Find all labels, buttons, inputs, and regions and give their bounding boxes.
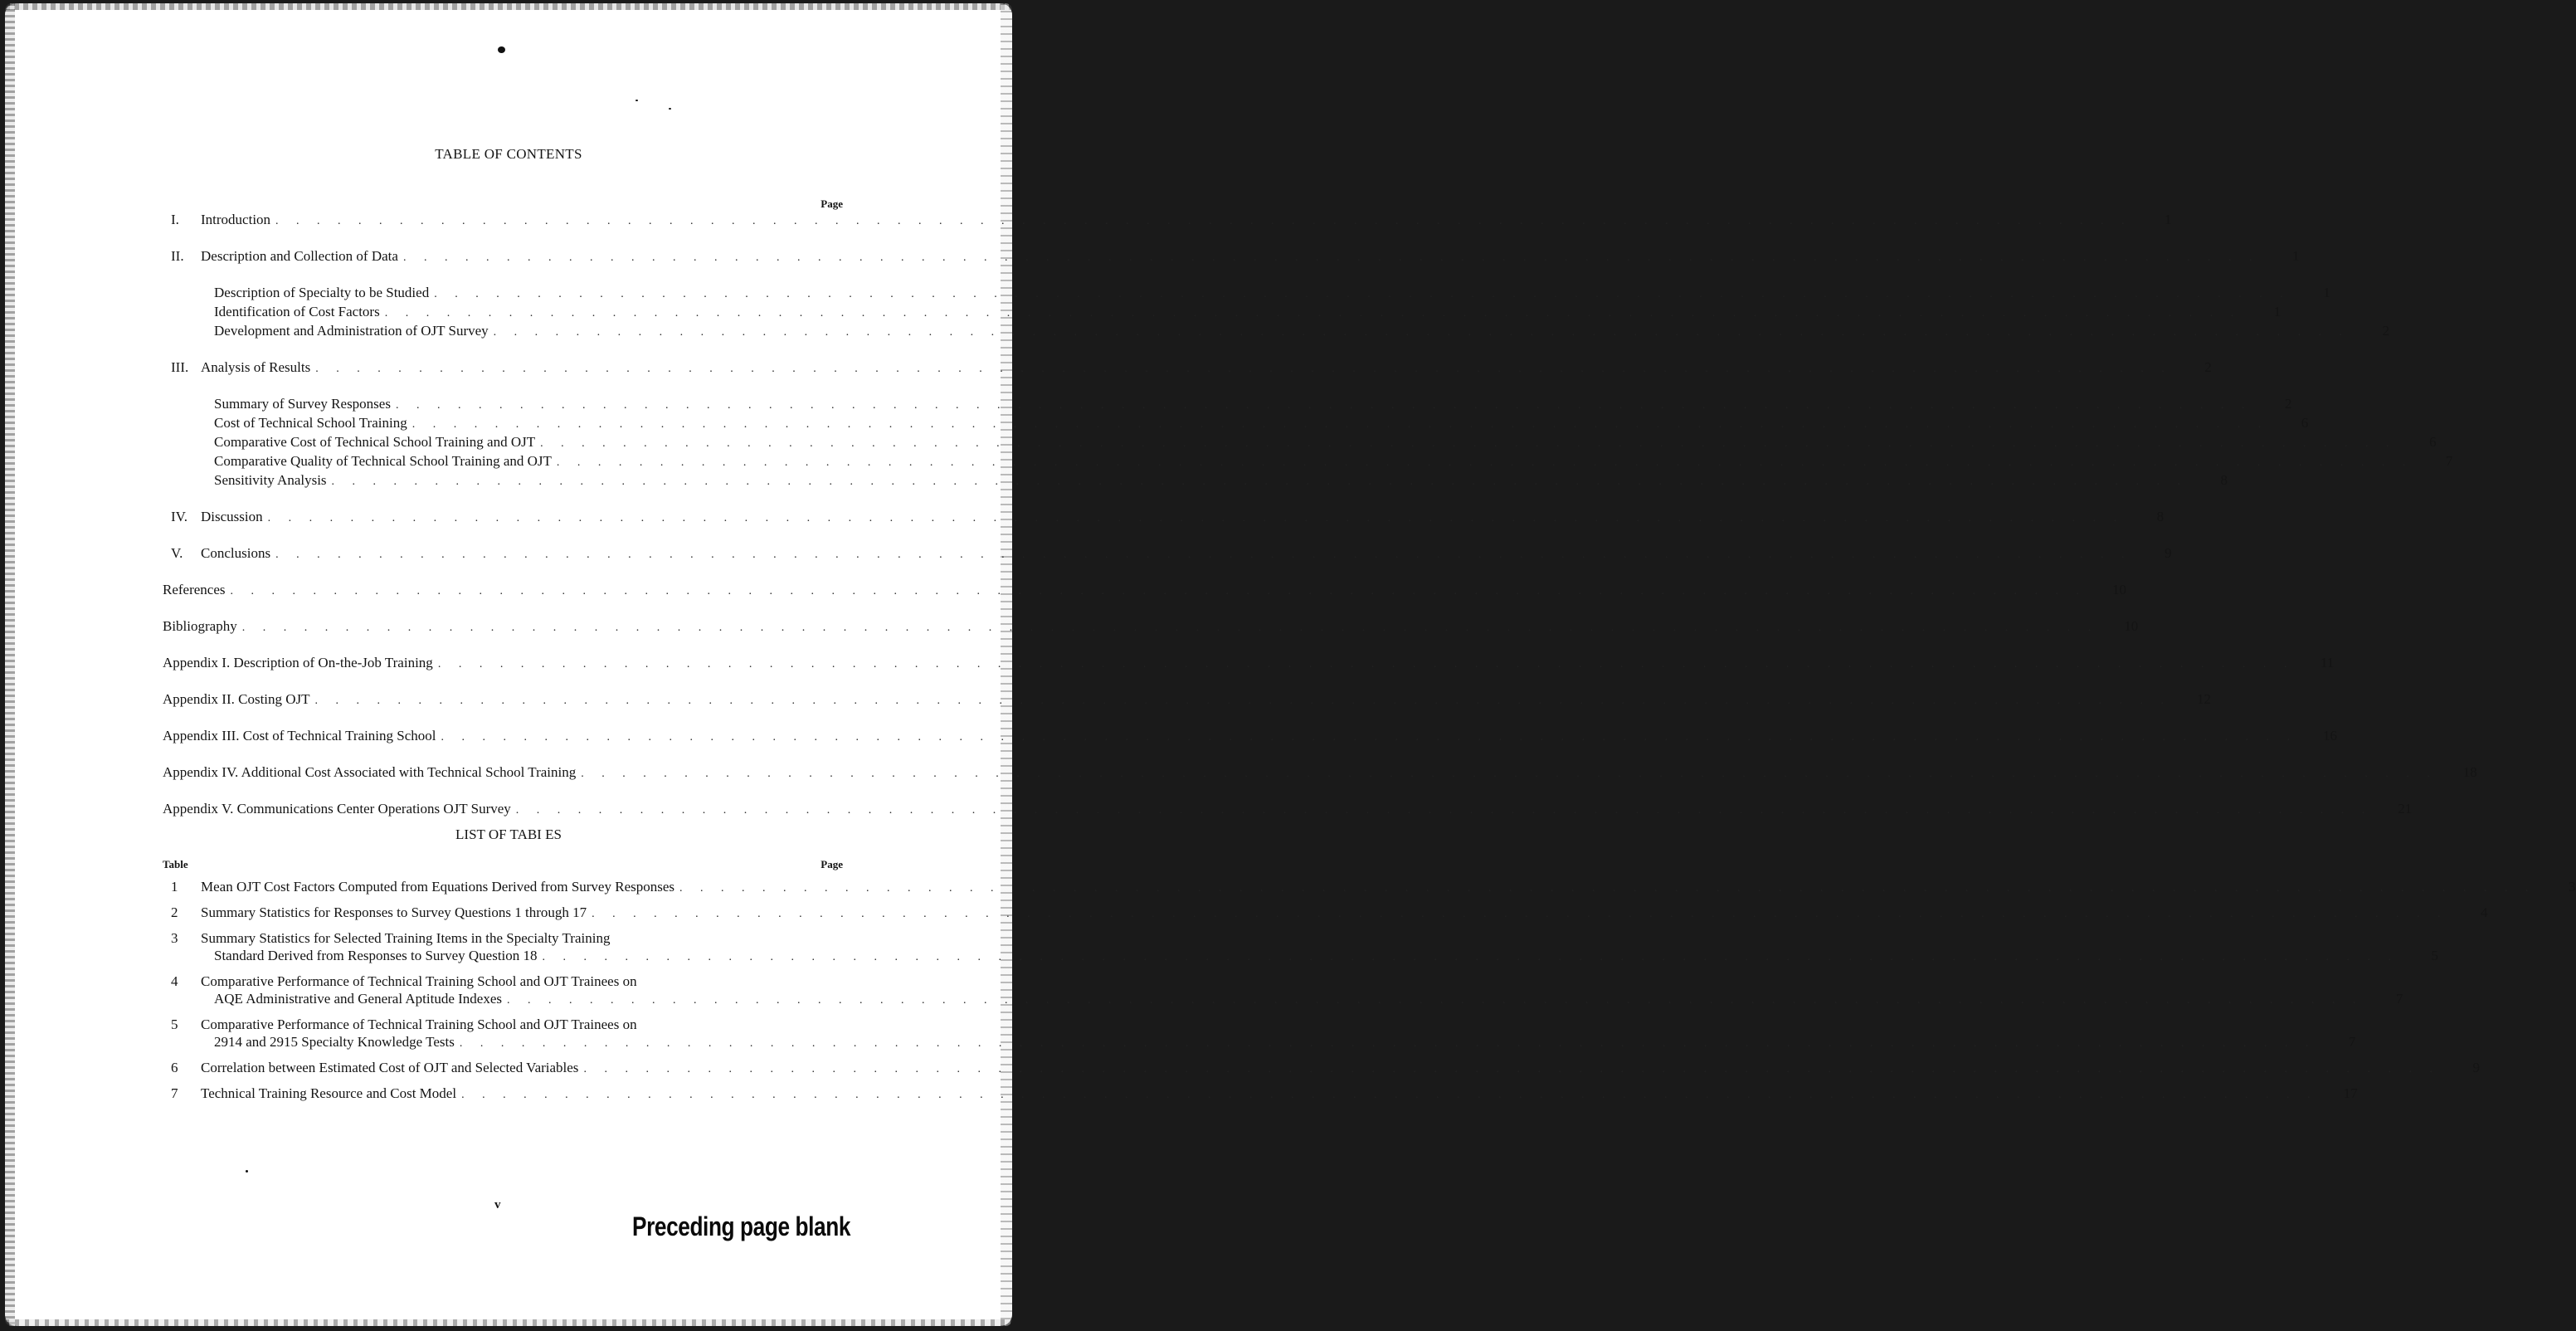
toc-entry-label: References: [163, 582, 226, 597]
toc-spacer: [163, 378, 843, 395]
toc-entry-label: Appendix II. Costing OJT: [163, 691, 310, 707]
table-entry-number: 4: [171, 973, 178, 989]
toc-entry-label: Discussion: [201, 509, 263, 524]
dot-leader: . . . . . . . . . . . . . . . . . . . . . . . . . . . . . . . . . . . . . . . . . . . . . . . . . . . . . . . . . . . . . . . . . . . . . . . . . . . . . . . . . . . . . . . . . .: [331, 475, 2189, 488]
table-entry-body: [201, 904, 2488, 923]
table-entry: [163, 1085, 2358, 1104]
toc-spacer: [163, 230, 843, 247]
table-entry-number: 1: [171, 879, 178, 895]
toc-entry: [163, 358, 2212, 378]
toc-entry-page: 1: [2323, 285, 2330, 300]
table-entry-line: [201, 1085, 2358, 1104]
toc-entry: [163, 211, 2172, 230]
toc-entry: [163, 284, 2330, 303]
toc-entry: [163, 727, 2337, 746]
dot-leader: . . . . . . . . . . . . . . . . . . . . . . . . . . . . . . . . . . . . . . . . . . . . . . . . . . . . . . . . . . . . . . . . . . . . . . . . . . . . . . . . . . . . . . . . . .: [542, 951, 2399, 963]
table-entry-page: 7: [2348, 1034, 2356, 1050]
toc-entry-label: Comparative Cost of Technical School Training and OJT: [214, 434, 536, 450]
toc-entry: [163, 690, 2212, 709]
page-column-header: Page: [821, 197, 843, 210]
table-entry-label: Comparative Performance of Technical Training School and OJT Trainees on: [201, 1017, 637, 1032]
toc-spacer: [163, 527, 843, 544]
toc-spacer: [163, 746, 843, 763]
table-entry: [163, 1016, 2356, 1052]
toc-entry-page: 18: [2462, 764, 2477, 780]
toc-list: [163, 197, 2477, 819]
dot-leader: . . . . . . . . . . . . . . . . . . . . . . . . . . . . . . . . . . . . . . . . . . . . . . . . . . . . . . . . . . . . . . . . . . . . . . . . . . . . . . . . . . . . . . . . . .: [583, 1063, 2440, 1075]
table-entry-line: [201, 1016, 2355, 1033]
table-entry-body: [201, 973, 2403, 1009]
table-entry-number: 6: [171, 1060, 178, 1075]
table-entry-line: [201, 947, 2438, 966]
toc-entry-page: 9: [2165, 545, 2172, 561]
dot-leader: . . . . . . . . . . . . . . . . . . . . . . . . . . . . . . . . . . . . . . . . . . . . . . . . . . . . . . . . . . . . . . . . . . . . . . . . . . . . . . . . . . . . . . . . . .: [395, 399, 2252, 412]
table-entry-number: 2: [171, 904, 178, 920]
toc-spacer: [163, 783, 843, 800]
table-column-header: Table: [163, 858, 188, 870]
table-entry-body: [201, 929, 2438, 966]
table-entry: [163, 973, 2403, 1009]
toc-entry-page: 16: [2323, 728, 2337, 744]
toc-entry-page: 10: [2124, 618, 2139, 634]
table-entry-label: Correlation between Estimated Cost of OJT and Selected Variables: [201, 1060, 579, 1075]
toc-entry-page: 10: [2112, 582, 2127, 597]
toc-entry-label: Sensitivity Analysis: [214, 472, 327, 488]
table-entry-label: Standard Derived from Responses to Survey Question 18: [214, 948, 538, 963]
toc-entry: [163, 508, 2165, 527]
toc-entry-label: Comparative Quality of Technical School Training and OJT: [214, 453, 552, 469]
toc-entry-label: Development and Administration of OJT Survey: [214, 323, 489, 339]
toc-entry-page: 6: [2301, 415, 2309, 431]
dot-leader: . . . . . . . . . . . . . . . . . . . . . . . . . . . . . . . . . . . . . . . . . . . . . . . . . . . . . . . . . . . . . . . . . . . . . . . . . . . . . . . . . . . . . . . . . .: [384, 307, 2242, 319]
dot-leader: . . . . . . . . . . . . . . . . . . . . . . . . . . . . . . . . . . . . . . . . . . . . . . . . . . . . . . . . . . . . . . . . . . . . . . . . . . . . . . . . . . . . . . . . . .: [275, 548, 2132, 561]
dot-leader: . . . . . . . . . . . . . . . . . . . . . . . . . . . . . . . . . . . . . . . . . . . . . . . . . . . . . . . . . . . . . . . . . . . . . . . . . . . . . . . . . . . . . . . . . .: [315, 363, 2172, 375]
table-entry-label: Comparative Performance of Technical Training School and OJT Trainees on: [201, 973, 637, 989]
scan-edge-top: [5, 3, 1012, 10]
table-entry-body: [201, 1059, 2480, 1078]
toc-entry-page: 7: [2445, 453, 2453, 469]
table-entry: [163, 878, 2576, 897]
tables-header: [163, 858, 843, 871]
toc-entry: [163, 654, 2335, 673]
dot-leader: . . . . . . . . . . . . . . . . . . . . . . . . . . . . . . . . . . . . . . . . . . . . . . . . . . . . . . . . . . . . . . . . . . . . . . . . . . . . . . . . . . . . . . . . . .: [679, 882, 2536, 895]
toc-entry: [163, 581, 2127, 600]
toc-entry-page: 2: [2382, 323, 2390, 339]
toc-spacer: [163, 266, 843, 284]
scan-edge-bottom: [5, 1319, 1012, 1326]
toc-entry-number: II.: [171, 248, 184, 264]
toc-entry: [163, 322, 2390, 341]
table-entry-label: Summary Statistics for Selected Training Items in the Specialty Training: [201, 930, 611, 946]
dot-leader: . . . . . . . . . . . . . . . . . . . . . . . . . . . . . . . . . . . . . . . . . . . . . . . . . . . . . . . . . . . . . . . . . . . . . . . . . . . . . . . . . . . . . . . . . .: [493, 326, 2350, 339]
toc-entry-page: 11: [2320, 655, 2335, 670]
toc-entry: [163, 414, 2309, 433]
toc-entry-label: Appendix I. Description of On-the-Job Training: [163, 655, 433, 670]
toc-entry: [163, 471, 2228, 490]
dot-leader: . . . . . . . . . . . . . . . . . . . . . . . . . . . . . . . . . . . . . . . . . . . . . . . . . . . . . . . . . . . . . . . . . . . . . . . . . . . . . . . . . . . . . . . . . .: [556, 456, 2413, 469]
toc-entry-page: 8: [2156, 509, 2165, 524]
toc-entry: [163, 617, 2139, 636]
table-entry-line: [201, 990, 2403, 1009]
toc-entry-label: Appendix III. Cost of Technical Training School: [163, 728, 436, 744]
dot-leader: . . . . . . . . . . . . . . . . . . . . . . . . . . . . . . . . . . . . . . . . . . . . . . . . . . . . . . . . . . . . . . . . . . . . . . . . . . . . . . . . . . . . . . . . . .: [241, 622, 2099, 634]
toc-entry: [163, 800, 2413, 819]
dot-leader: . . . . . . . . . . . . . . . . . . . . . . . . . . . . . . . . . . . . . . . . . . . . . . . . . . . . . . . . . . . . . . . . . . . . . . . . . . . . . . . . . . . . . . . . . .: [461, 1089, 2318, 1101]
toc-entry-label: Conclusions: [201, 545, 271, 561]
scan-speck: [498, 46, 505, 53]
table-entry: [163, 1059, 2480, 1078]
table-entry-page: 9: [2472, 1060, 2480, 1075]
table-entry-body: [201, 878, 2576, 897]
toc-entry-page: 6: [2429, 434, 2437, 450]
toc-entry-number: III.: [171, 359, 189, 375]
list-of-tables-title: LIST OF TABI ES: [455, 826, 562, 842]
toc-entry-page: 2: [2284, 396, 2292, 412]
toc-entry-label: Appendix V. Communications Center Operations OJT Survey: [163, 801, 511, 817]
table-entry-label: Mean OJT Cost Factors Computed from Equations Derived from Survey Responses: [201, 879, 675, 895]
toc-entry-number: I.: [171, 212, 179, 227]
table-entry-page: 5: [2431, 948, 2439, 963]
toc-entry-page: 2: [2204, 359, 2212, 375]
table-entry-line: [201, 1033, 2355, 1052]
dot-leader: . . . . . . . . . . . . . . . . . . . . . . . . . . . . . . . . . . . . . . . . . . . . . . . . . . . . . . . . . . . . . . . . . . . . . . . . . . . . . . . . . . . . . . . . . .: [441, 731, 2297, 744]
toc-spacer: [163, 490, 843, 508]
table-entry-label: Technical Training Resource and Cost Model: [201, 1085, 457, 1101]
dot-leader: . . . . . . . . . . . . . . . . . . . . . . . . . . . . . . . . . . . . . . . . . . . . . . . . . . . . . . . . . . . . . . . . . . . . . . . . . . . . . . . . . . . . . . . . . .: [275, 215, 2132, 227]
toc-entry: [163, 544, 2172, 563]
table-entry: [163, 904, 2488, 923]
table-entry-body: [201, 1016, 2355, 1052]
table-entry-page: 4: [2481, 904, 2488, 920]
toc-spacer: [163, 341, 843, 358]
toc-spacer: [163, 673, 843, 690]
dot-leader: . . . . . . . . . . . . . . . . . . . . . . . . . . . . . . . . . . . . . . . . . . . . . . . . . . . . . . . . . . . . . . . . . . . . . . . . . . . . . . . . . . . . . . . . . .: [437, 658, 2295, 670]
table-entry-label: Summary Statistics for Responses to Survey Questions 1 through 17: [201, 904, 587, 920]
dot-leader: . . . . . . . . . . . . . . . . . . . . . . . . . . . . . . . . . . . . . . . . . . . . . . . . . . . . . . . . . . . . . . . . . . . . . . . . . . . . . . . . . . . . . . . . . .: [592, 908, 2448, 920]
scan-speck: [635, 100, 638, 101]
table-entry-page: 17: [2343, 1085, 2358, 1101]
toc-entry-label: Introduction: [201, 212, 271, 227]
table-entry-label: 2914 and 2915 Specialty Knowledge Tests: [214, 1034, 455, 1050]
table-entry-label: AQE Administrative and General Aptitude Indexes: [214, 991, 502, 1007]
toc-entry: [163, 763, 2477, 783]
toc-entry: [163, 303, 2281, 322]
table-entry-number: 7: [171, 1085, 178, 1101]
dot-leader: . . . . . . . . . . . . . . . . . . . . . . . . . . . . . . . . . . . . . . . . . . . . . . . . . . . . . . . . . . . . . . . . . . . . . . . . . . . . . . . . . . . . . . . . . .: [515, 804, 2373, 817]
table-entry-number: 5: [171, 1017, 178, 1032]
dot-leader: . . . . . . . . . . . . . . . . . . . . . . . . . . . . . . . . . . . . . . . . . . . . . . . . . . . . . . . . . . . . . . . . . . . . . . . . . . . . . . . . . . . . . . . . . .: [411, 418, 2269, 431]
toc-entry-number: V.: [171, 545, 183, 561]
toc-entry: [163, 395, 2292, 414]
scan-edge-left: [5, 3, 15, 1326]
table-entry-page: 7: [2396, 991, 2403, 1007]
toc-entry-number: IV.: [171, 509, 187, 524]
dot-leader: . . . . . . . . . . . . . . . . . . . . . . . . . . . . . . . . . . . . . . . . . . . . . . . . . . . . . . . . . . . . . . . . . . . . . . . . . . . . . . . . . . . . . . . . . .: [434, 288, 2291, 300]
toc-entry: [163, 452, 2453, 471]
table-entry-line: [201, 878, 2576, 897]
toc-entry-page: 1: [2291, 248, 2300, 264]
page-column-header: Page: [821, 858, 843, 870]
dot-leader: . . . . . . . . . . . . . . . . . . . . . . . . . . . . . . . . . . . . . . . . . . . . . . . . . . . . . . . . . . . . . . . . . . . . . . . . . . . . . . . . . . . . . . . . . .: [314, 695, 2172, 707]
toc-entry-page: 1: [2165, 212, 2172, 227]
toc-entry-label: Bibliography: [163, 618, 237, 634]
toc-spacer: [163, 563, 843, 581]
dot-leader: . . . . . . . . . . . . . . . . . . . . . . . . . . . . . . . . . . . . . . . . . . . . . . . . . . . . . . . . . . . . . . . . . . . . . . . . . . . . . . . . . . . . . . . . . .: [459, 1037, 2316, 1050]
dot-leader: . . . . . . . . . . . . . . . . . . . . . . . . . . . . . . . . . . . . . . . . . . . . . . . . . . . . . . . . . . . . . . . . . . . . . . . . . . . . . . . . . . . . . . . . . .: [540, 437, 2397, 450]
table-entry-line: [201, 904, 2488, 923]
table-entry-line: [201, 929, 2438, 947]
dot-leader: . . . . . . . . . . . . . . . . . . . . . . . . . . . . . . . . . . . . . . . . . . . . . . . . . . . . . . . . . . . . . . . . . . . . . . . . . . . . . . . . . . . . . . . . . .: [402, 251, 2260, 264]
page-number: v: [494, 1198, 501, 1212]
table-entry-page: 3: [2569, 879, 2576, 895]
toc-spacer: [163, 600, 843, 617]
scan-speck: [246, 1170, 248, 1173]
dot-leader: . . . . . . . . . . . . . . . . . . . . . . . . . . . . . . . . . . . . . . . . . . . . . . . . . . . . . . . . . . . . . . . . . . . . . . . . . . . . . . . . . . . . . . . . . .: [507, 994, 2364, 1007]
preceding-page-blank-stamp: Preceding page blank: [632, 1212, 851, 1241]
toc-entry: [163, 247, 2300, 266]
toc-entry-page: 12: [2197, 691, 2212, 707]
toc-entry-label: Cost of Technical School Training: [214, 415, 407, 431]
toc-entry-page: 1: [2273, 304, 2281, 319]
dot-leader: . . . . . . . . . . . . . . . . . . . . . . . . . . . . . . . . . . . . . . . . . . . . . . . . . . . . . . . . . . . . . . . . . . . . . . . . . . . . . . . . . . . . . . . . . .: [267, 512, 2125, 524]
list-of-tables: [163, 858, 2576, 1104]
table-entry-body: [201, 1085, 2358, 1104]
toc-entry-label: Appendix IV. Additional Cost Associated with Technical School Training: [163, 764, 577, 780]
toc-entry-page: 8: [2220, 472, 2228, 488]
toc-entry-label: Summary of Survey Responses: [214, 396, 391, 412]
toc-title: TABLE OF CONTENTS: [435, 146, 582, 162]
scan-speck: [669, 108, 671, 110]
toc-entry-label: Identification of Cost Factors: [214, 304, 380, 319]
dot-leader: . . . . . . . . . . . . . . . . . . . . . . . . . . . . . . . . . . . . . . . . . . . . . . . . . . . . . . . . . . . . . . . . . . . . . . . . . . . . . . . . . . . . . . . . . .: [230, 585, 2087, 597]
table-entry: [163, 929, 2439, 966]
toc-entry-label: Description and Collection of Data: [201, 248, 398, 264]
toc-entry-label: Description of Specialty to be Studied: [214, 285, 430, 300]
table-entry-line: [201, 973, 2403, 990]
toc-entry-page: 21: [2398, 801, 2413, 817]
toc-entry-label: Analysis of Results: [201, 359, 311, 375]
table-entry-line: [201, 1059, 2480, 1078]
toc-entry: [163, 433, 2437, 452]
toc-spacer: [163, 636, 843, 654]
toc-spacer: [163, 709, 843, 727]
table-entry-number: 3: [171, 930, 178, 946]
dot-leader: . . . . . . . . . . . . . . . . . . . . . . . . . . . . . . . . . . . . . . . . . . . . . . . . . . . . . . . . . . . . . . . . . . . . . . . . . . . . . . . . . . . . . . . . . .: [581, 768, 2437, 780]
document-page: [5, 3, 2576, 1326]
